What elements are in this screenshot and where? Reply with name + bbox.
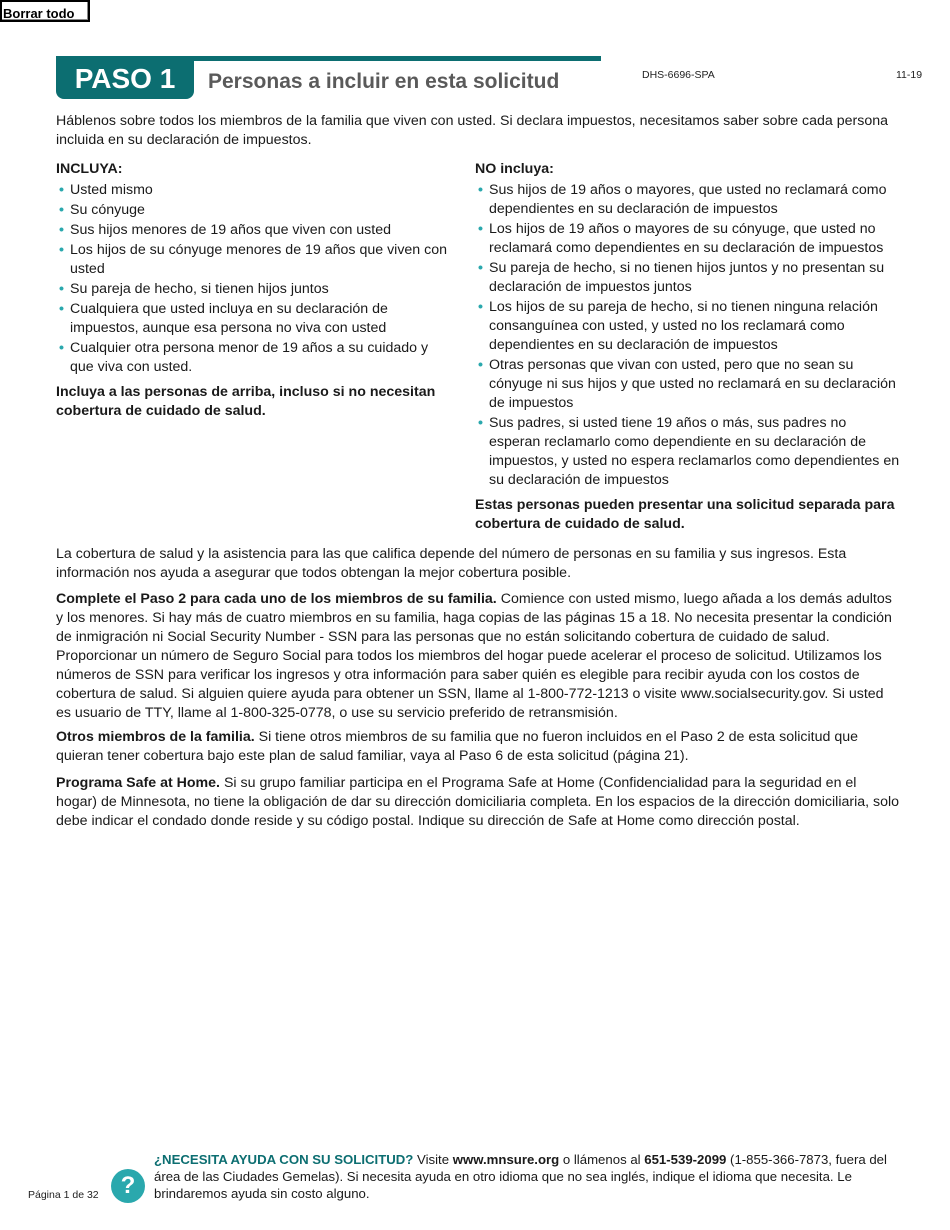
paragraph-text: Si su grupo familiar participa en el Programa Safe at Home (Confidencialidad para la seguridad en el hogar) de Minnesota, no tiene la obligación de dar su dirección domiciliaria completa. En los espacios de la dirección domiciliaria, solo debe indicar el condado donde reside y su código postal. Indique su dirección de Safe at Home como dirección postal. [56,775,900,829]
include-footer: Incluya a las personas de arriba, incluso si no necesitan cobertura de cuidado de salud. [56,384,436,419]
bullet-icon: • [59,340,64,356]
exclude-footer: Estas personas pueden presentar una solicitud separada para cobertura de cuidado de salud. [475,497,895,532]
help-title: ¿NECESITA AYUDA CON SU SOLICITUD? [154,1152,414,1167]
bullet-icon: • [59,301,64,317]
question-icon: ? [111,1169,145,1203]
exclude-column [475,160,900,534]
paragraph-text: Comience con usted mismo, luego añada a los demás adultos y los menores. Si hay más de cuatro miembros en su familia, haga copias de las páginas 15 a 18. No necesita presentar la condición de inmigración ni Social Security Number - SSN para las personas que no están solicitando cobertura de cuidado de salud. Proporcionar un número de Seguro Social para todos los miembros del hogar puede acelerar el proceso de solicitud. Utilizamos los números de SSN para verificar los ingresos y otra información para saber quién es elegible para recibir ayuda con los costos de cobertura de salud. Si alguien quiere ayuda para obtener un SSN, llame al 1-800-772-1213 o visite www.socialsecurity.gov. Si usted es usuario de TTY, llame al 1-800-325-0778, o use su servicio preferido de retransmisión. [56,591,892,721]
paragraph-text: Si tiene otros miembros de su familia que no fueron incluidos en el Paso 2 de esta solicitud que quieran tener cobertura bajo este plan de salud familiar, vaya al Paso 6 de esta solicitud (página 21). [56,729,859,764]
help-phone: 651-539-2099 [644,1152,727,1167]
bullet-icon: • [478,357,483,373]
list-item: • Los hijos de su pareja de hecho, si no tienen ninguna relación consanguínea con usted, y usted no los reclamará como dependientes en su declaración de impuestos [478,299,878,353]
list-item: • Los hijos de su cónyuge menores de 19 años que viven con usted [59,242,448,277]
mnsure-link[interactable]: www.mnsure.org [452,1152,560,1167]
intro-paragraph: Háblenos sobre todos los miembros de la familia que viven con usted. Si declara impuestos, necesitamos saber sobre cada persona incluida en su declaración de impuestos. [56,113,888,148]
paragraph-lead: Programa Safe at Home. [56,775,221,791]
page-title: Personas a incluir en esta solicitud [208,70,560,93]
coverage-paragraph: La cobertura de salud y la asistencia para las que califica depende del número de personas en su familia y sus ingresos. Esta información nos ayuda a asegurar que todos obtengan la mejor cobertura posible. [56,546,847,581]
paragraph-lead: Otros miembros de la familia. [56,729,255,745]
bullet-icon: • [59,202,64,218]
list-item: • Su cónyuge [59,202,145,218]
list-item: • Sus padres, si usted tiene 19 años o más, sus padres no esperan reclamarlo como dependiente en su declaración de impuestos, y usted no espera reclamarlos como dependientes en su declaración de impuestos [478,415,900,488]
exclude-heading: NO incluya: [475,161,554,177]
bullet-icon: • [59,182,64,198]
form-date: 11-19 [896,69,923,81]
bullet-icon: • [478,260,483,276]
list-item: • Sus hijos menores de 19 años que viven con usted [59,222,391,238]
exclude-list [475,181,900,490]
include-list [56,181,451,377]
list-item: • Otras personas que vivan con usted, pero que no sean su cónyuge ni sus hijos y que usted no reclamará en su declaración de impuestos [478,357,896,411]
list-item: • Su pareja de hecho, si tienen hijos juntos [59,281,329,297]
bullet-icon: • [478,182,483,198]
other-members-paragraph [56,728,901,766]
safe-at-home-paragraph [56,774,901,831]
bullet-icon: • [59,242,64,258]
bullet-icon: • [478,415,483,431]
include-column [56,160,451,421]
list-item: • Su pareja de hecho, si no tienen hijos juntos y no presentan su declaración de impuestos juntos [478,260,885,295]
complete-step2-paragraph [56,590,901,723]
step-label: PASO 1 [56,60,194,99]
bullet-icon: • [59,281,64,297]
include-heading: INCLUYA: [56,161,123,177]
bullet-icon: • [478,221,483,237]
bullet-icon: • [478,299,483,315]
form-code: DHS-6696-SPA [642,69,715,81]
list-item: • Los hijos de 19 años o mayores de su cónyuge, que usted no reclamará como dependientes en su declaración de impuestos [478,221,884,256]
list-item: • Usted mismo [59,182,153,198]
page-number: Página 1 de 32 [28,1189,99,1201]
help-footer: ¿NECESITA AYUDA CON SU SOLICITUD? Visite www.mnsure.org o llámenos al 651-539-2099 (1-855-366-7873, fuera del área de las Ciudades Gemelas). Si necesita ayuda en otro idioma que no sea inglés, indique el idioma que necesita. Le brindaremos ayuda sin costo alguno. [154,1152,887,1201]
clear-all-button[interactable]: Borrar todo [0,0,90,22]
list-item: • Cualquier otra persona menor de 19 años a su cuidado y que viva con usted. [59,340,429,375]
paragraph-lead: Complete el Paso 2 para cada uno de los miembros de su familia. [56,591,497,607]
bullet-icon: • [59,222,64,238]
list-item: • Sus hijos de 19 años o mayores, que usted no reclamará como dependientes en su declaración de impuestos [478,182,887,217]
list-item: • Cualquiera que usted incluya en su declaración de impuestos, aunque esa persona no viva con usted [59,301,388,336]
